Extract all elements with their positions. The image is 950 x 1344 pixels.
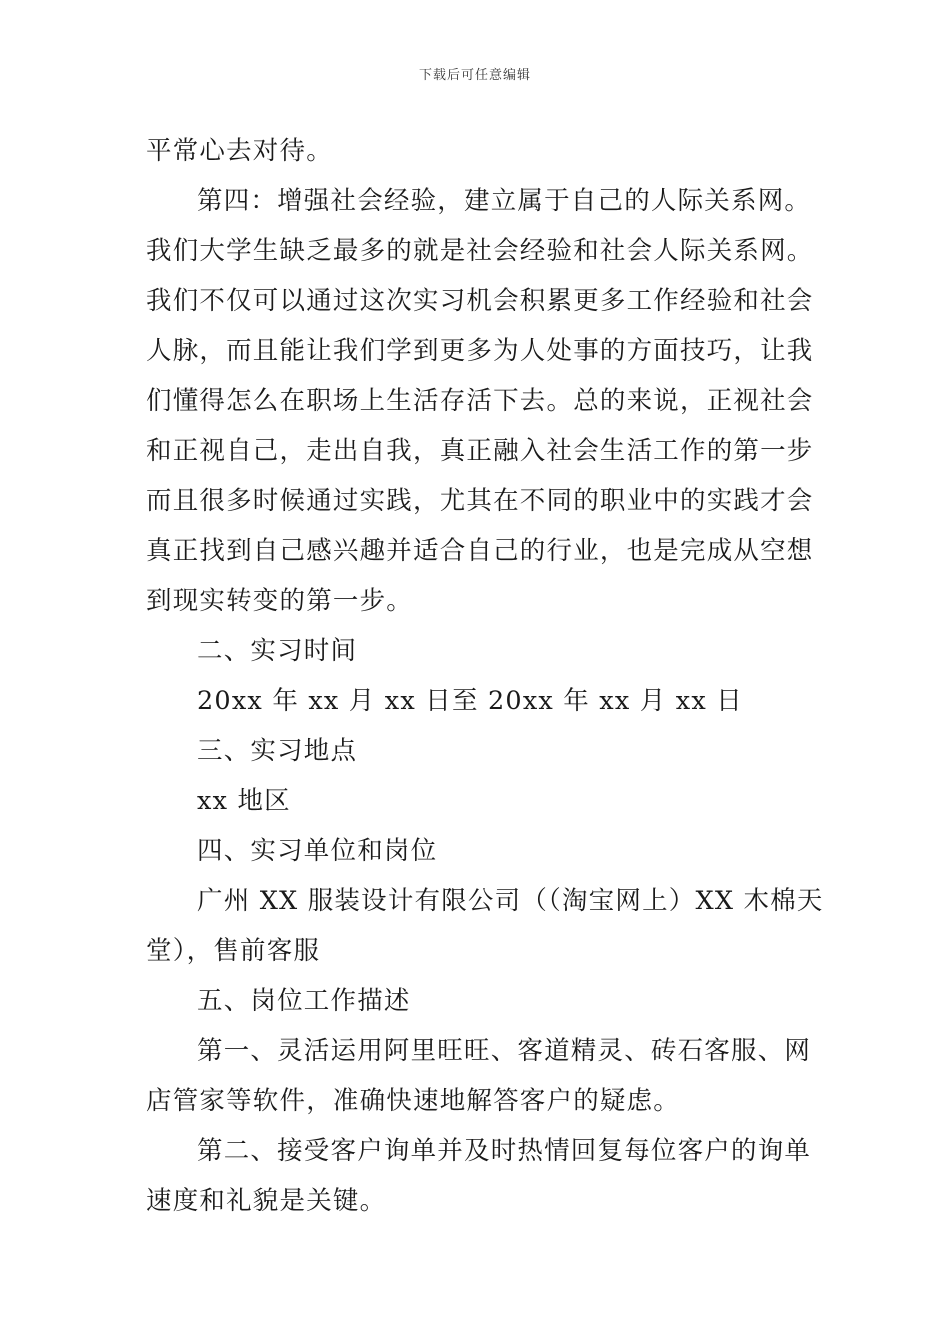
- text-line: 速度和礼貌是关键。: [146, 1186, 387, 1216]
- text-line: xx 地区: [197, 786, 291, 816]
- text-line: 第四：增强社会经验，建立属于自己的人际关系网。: [197, 186, 812, 216]
- text-line: 第二、接受客户询单并及时热情回复每位客户的询单: [197, 1136, 812, 1166]
- document-body: [146, 126, 824, 1226]
- text-line: 20xx 年 xx 月 xx 日至 20xx 年 xx 月 xx 日: [197, 686, 743, 716]
- text-line: 而且很多时候通过实践，尤其在不同的职业中的实践才会: [146, 486, 814, 516]
- text-line: 店管家等软件，准确快速地解答客户的疑虑。: [146, 1086, 681, 1116]
- text-line: 广州 XX 服装设计有限公司（（淘宝网上）XX 木棉天: [197, 886, 824, 916]
- text-line: 我们不仅可以通过这次实习机会积累更多工作经验和社会: [146, 286, 814, 316]
- text-line: 我们大学生缺乏最多的就是社会经验和社会人际关系网。: [146, 236, 814, 266]
- text-line: 三、实习地点: [197, 736, 358, 766]
- text-line: 四、实习单位和岗位: [197, 836, 438, 866]
- text-line: 和正视自己，走出自我，真正融入社会生活工作的第一步: [146, 436, 814, 466]
- text-line: 平常心去对待。: [146, 136, 333, 166]
- text-line: 第一、灵活运用阿里旺旺、客道精灵、砖石客服、网: [197, 1036, 812, 1066]
- header-note: 下载后可任意编辑: [418, 68, 531, 83]
- text-line: 堂），售前客服: [146, 936, 321, 966]
- text-line: 们懂得怎么在职场上生活存活下去。总的来说，正视社会: [146, 386, 814, 416]
- text-line: 二、实习时间: [197, 636, 358, 666]
- text-line: 五、岗位工作描述: [197, 986, 411, 1016]
- text-line: 人脉，而且能让我们学到更多为人处事的方面技巧，让我: [146, 336, 814, 366]
- text-line: 到现实转变的第一步。: [146, 586, 414, 616]
- text-line: 真正找到自己感兴趣并适合自己的行业，也是完成从空想: [146, 536, 814, 566]
